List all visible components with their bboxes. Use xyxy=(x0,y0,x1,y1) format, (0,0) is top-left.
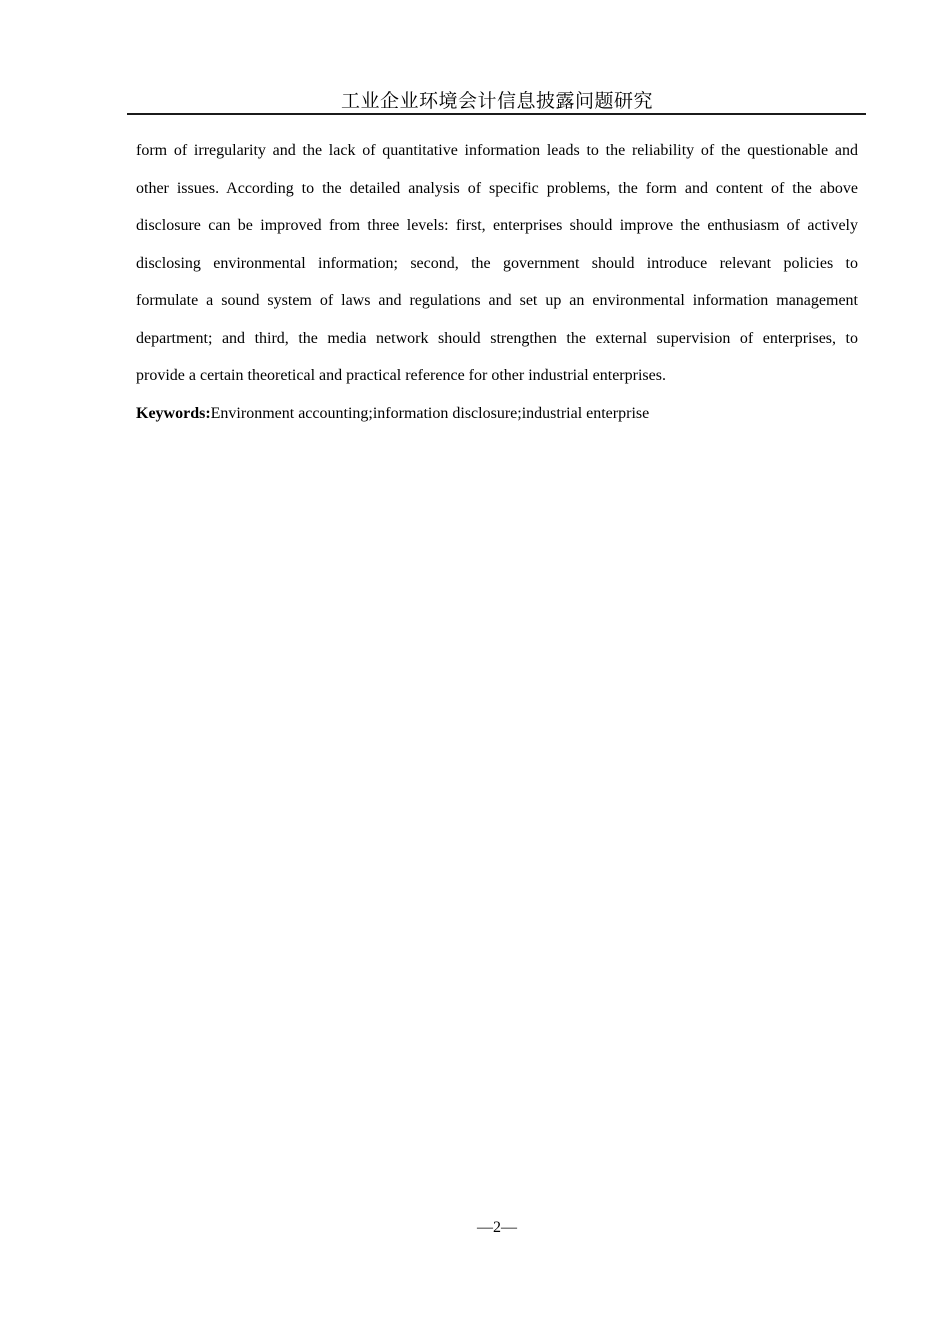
page-footer xyxy=(136,1218,858,1238)
keywords-line xyxy=(136,395,858,433)
keywords-value: Environment accounting;information disclosure;industrial enterprise xyxy=(210,404,650,422)
abstract-paragraph xyxy=(136,132,858,395)
paragraph-line: other issues. According to the detailed analysis of specific problems, the form and content of the above xyxy=(136,179,858,197)
paragraph-line: provide a certain theoretical and practical reference for other industrial enterprises. xyxy=(136,367,666,384)
page-header-title: 工业企业环境会计信息披露问题研究 xyxy=(340,91,653,112)
paragraph-line: department; and third, the media network should strengthen the external supervision of enterprises, to xyxy=(136,329,858,347)
paragraph-line: formulate a sound system of laws and regulations and set up an environmental information management xyxy=(136,292,858,309)
page-content xyxy=(136,132,858,432)
header-divider xyxy=(127,113,866,115)
keywords-label: Keywords: xyxy=(136,404,211,422)
paragraph-line: disclosing environmental information; second, the government should introduce relevant policies to xyxy=(136,254,858,272)
paragraph-line: form of irregularity and the lack of quantitative information leads to the reliability of the questionable and xyxy=(136,142,858,159)
paragraph-line: disclosure can be improved from three levels: first, enterprises should improve the enthusiasm of actively xyxy=(136,217,858,234)
page-number: —2— xyxy=(477,1219,517,1236)
